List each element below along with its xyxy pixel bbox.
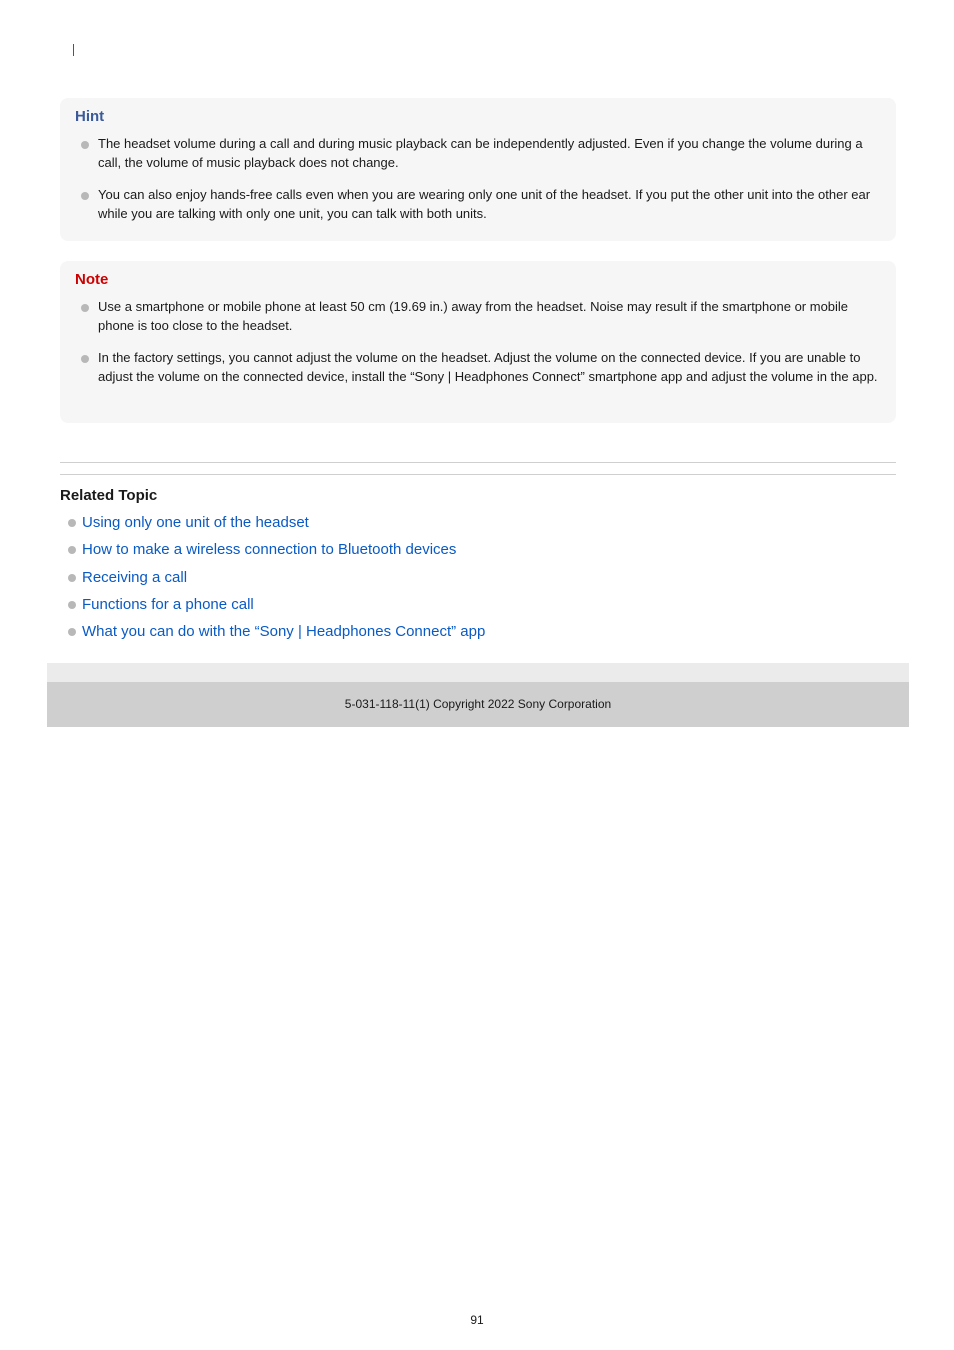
bullet-dot-icon	[68, 628, 76, 636]
list-item	[60, 540, 485, 567]
hint-list	[74, 134, 882, 223]
bullet-dot-icon	[81, 141, 89, 149]
hint-title: Hint	[75, 108, 105, 125]
related-topic-list	[60, 513, 485, 649]
related-link-headphones-connect-app[interactable]: What you can do with the “Sony | Headphones Connect” app	[82, 623, 486, 641]
bullet-dot-icon	[81, 355, 89, 363]
hint-item-text: The headset volume during a call and during music playback can be independently adjusted. Even if you change the volume during a call, the volume of music playback does not change.	[98, 136, 863, 170]
footer	[47, 682, 909, 727]
divider	[60, 462, 896, 463]
page-number: 91	[470, 1313, 484, 1327]
header-divider-mark	[73, 44, 74, 56]
hint-box	[60, 98, 896, 241]
copyright-text: 5-031-118-11(1) Copyright 2022 Sony Corporation	[344, 697, 612, 711]
divider	[60, 474, 896, 475]
note-item-text: Use a smartphone or mobile phone at least 50 cm (19.69 in.) away from the headset. Noise may result if the smartphone or mobile phone is too close to the headset.	[98, 299, 849, 333]
bullet-dot-icon	[68, 519, 76, 527]
hint-item-text: You can also enjoy hands-free calls even when you are wearing only one unit of the headset. If you put the other unit into the other ear while you are talking with only one unit, you can talk with both units.	[98, 187, 871, 221]
related-link-receiving-call[interactable]: Receiving a call	[82, 568, 188, 586]
related-link-phone-call-functions[interactable]: Functions for a phone call	[82, 595, 254, 613]
related-link-wireless-connection[interactable]: How to make a wireless connection to Bluetooth devices	[82, 541, 457, 559]
footer-top-band	[47, 663, 909, 682]
list-item	[74, 134, 882, 172]
bullet-dot-icon	[81, 304, 89, 312]
list-item	[60, 595, 485, 622]
list-item	[60, 622, 485, 649]
related-topic-title: Related Topic	[60, 487, 158, 504]
bullet-dot-icon	[68, 574, 76, 582]
list-item	[74, 185, 882, 223]
list-item	[60, 568, 485, 595]
note-list	[74, 297, 882, 386]
list-item	[74, 348, 882, 386]
bullet-dot-icon	[81, 192, 89, 200]
list-item	[60, 513, 485, 540]
list-item	[74, 297, 882, 335]
bullet-dot-icon	[68, 601, 76, 609]
bullet-dot-icon	[68, 546, 76, 554]
note-item-text: In the factory settings, you cannot adjust the volume on the headset. Adjust the volume on the connected device. If you are unable to adjust the volume on the connected device, install the “Sony | Headphones Connect” smartphone app and adjust the volume in the app.	[98, 350, 878, 384]
note-box	[60, 261, 896, 423]
note-title: Note	[75, 271, 109, 288]
related-link-one-unit[interactable]: Using only one unit of the headset	[82, 514, 309, 531]
